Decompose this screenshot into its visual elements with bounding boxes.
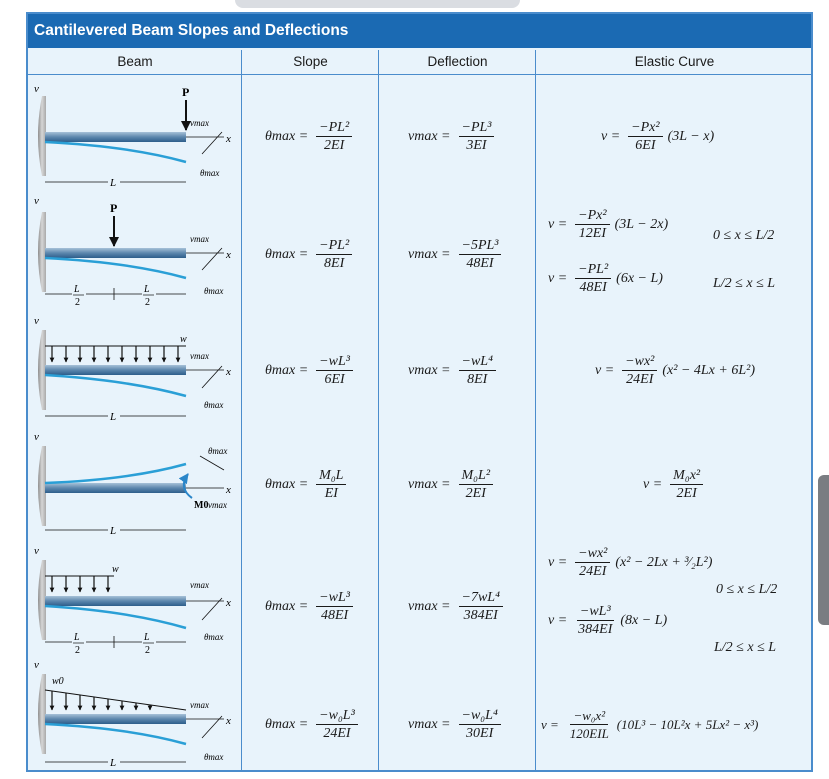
numerator: −wL⁴ [459, 354, 496, 371]
x-label: x [226, 484, 231, 496]
tangent-line [202, 366, 222, 388]
numerator: −Px² [628, 120, 662, 137]
tangent-line [202, 132, 222, 154]
window-top-bar [235, 0, 520, 8]
curve-lhs: v = [548, 612, 568, 628]
numerator: −wx² [575, 546, 610, 563]
elastic-curve-formula [548, 262, 663, 295]
elastic-curve [45, 258, 186, 278]
deflection-lhs: vmax = [408, 598, 451, 614]
elastic-curve [45, 375, 186, 396]
v-axis-label: v [34, 659, 39, 671]
vmax-label: vmax [190, 351, 209, 361]
fraction [459, 354, 496, 387]
beam-diagram-uniform-load [28, 310, 240, 426]
fraction [316, 468, 346, 501]
fraction [575, 604, 615, 637]
fraction [316, 120, 352, 153]
curve-lhs: v = [548, 554, 568, 570]
beam-diagram-half-uniform-load [28, 542, 240, 658]
numerator: −w₀x² [570, 708, 608, 725]
x-label: x [226, 133, 231, 145]
load-label: P [110, 201, 118, 215]
slope-lhs: θmax = [265, 476, 309, 492]
numerator: −PL² [316, 120, 352, 137]
slope-formula [265, 354, 356, 387]
header-beam: Beam [117, 54, 153, 69]
load-label: w0 [52, 676, 64, 687]
numerator: −wL³ [577, 604, 614, 621]
fraction [459, 590, 503, 623]
beam-body [45, 365, 186, 375]
fraction [670, 468, 703, 501]
slope-lhs: θmax = [265, 128, 309, 144]
numerator: −wL³ [316, 354, 353, 371]
deflection-lhs: vmax = [408, 128, 451, 144]
slope-formula [265, 238, 355, 271]
numerator: −PL² [316, 238, 352, 255]
numerator: −w₀L⁴ [459, 708, 501, 725]
length-label: L [110, 525, 117, 537]
deflection-formula [408, 354, 499, 387]
denominator: 384EI [463, 608, 498, 623]
fraction [628, 120, 662, 153]
numerator: −PL³ [459, 120, 495, 137]
denominator: 8EI [324, 256, 345, 271]
curve-tail: (3L − 2x) [614, 216, 669, 232]
numerator: −w₀L³ [316, 708, 358, 725]
distributed-load-arrows [52, 576, 108, 592]
theta-max-label: θmax [204, 400, 224, 410]
elastic-curve-formula [643, 468, 706, 501]
numerator: −wL³ [316, 590, 353, 607]
curve-lhs: v = [643, 476, 663, 492]
beam-diagram-point-load-end [28, 76, 240, 190]
fraction [575, 262, 611, 295]
denominator: 24EI [579, 564, 607, 579]
slope-formula [265, 708, 361, 741]
length-label: L [110, 177, 117, 189]
vmax-label: vmax [190, 234, 209, 244]
curve-tail: (6x − L) [616, 270, 663, 286]
denominator: 12EI [578, 226, 606, 241]
v-axis-label: v [34, 195, 39, 207]
header-divider [28, 74, 811, 75]
x-label: x [226, 715, 231, 727]
table-row [28, 658, 811, 772]
deflection-formula [408, 468, 496, 501]
curve-lhs: v = [541, 716, 559, 732]
denominator: EI [324, 486, 338, 501]
half-length-num: L [74, 284, 80, 295]
wall-support [38, 212, 46, 292]
curve-lhs: v = [548, 216, 568, 232]
half-length-den: 2 [145, 645, 150, 656]
denominator: 48EI [466, 256, 494, 271]
table-title: Cantilevered Beam Slopes and Deflections [28, 14, 811, 48]
side-scroll-tab[interactable] [818, 475, 829, 625]
beam-diagram-end-moment [28, 426, 240, 542]
vmax-label: vmax [208, 500, 227, 510]
v-axis-label: v [34, 431, 39, 443]
elastic-curve-formula [541, 708, 758, 741]
x-label: x [226, 597, 231, 609]
deflection-formula [408, 590, 506, 623]
vmax-label: vmax [190, 580, 209, 590]
deflection-lhs: vmax = [408, 362, 451, 378]
curve-lhs: v = [601, 128, 621, 144]
half-length-den: 2 [75, 297, 80, 308]
curve-lhs: v = [595, 362, 615, 378]
numerator: −PL² [575, 262, 611, 279]
deflection-lhs: vmax = [408, 246, 451, 262]
fraction [567, 708, 612, 741]
denominator: 6EI [324, 372, 345, 387]
slope-formula [265, 120, 355, 153]
denominator: 384EI [578, 622, 613, 637]
deflection-formula [408, 120, 497, 153]
slope-formula [265, 590, 356, 623]
numerator: M₀L [316, 468, 346, 485]
slope-lhs: θmax = [265, 598, 309, 614]
elastic-curve-formula [601, 120, 714, 153]
fraction [316, 354, 353, 387]
fraction [459, 708, 501, 741]
curve-tail: (8x − L) [620, 612, 668, 628]
denominator: 3EI [466, 138, 487, 153]
moment-label: M0 [194, 500, 209, 511]
load-label: P [182, 85, 190, 99]
elastic-curve [45, 464, 186, 483]
curve-range: 0 ≤ x ≤ L/2 [716, 582, 778, 597]
slope-formula [265, 468, 349, 501]
curve-tail: (3L − x) [667, 128, 715, 144]
elastic-curve [45, 724, 186, 744]
beam-body [45, 714, 186, 724]
numerator: −Px² [575, 208, 609, 225]
denominator: 8EI [467, 372, 488, 387]
table-row [28, 310, 811, 426]
half-length-den: 2 [75, 645, 80, 656]
denominator: 2EI [676, 486, 697, 501]
theta-max-label: θmax [204, 286, 224, 296]
fraction [622, 354, 657, 387]
slope-lhs: θmax = [265, 246, 309, 262]
header-elastic-curve: Elastic Curve [634, 54, 715, 69]
fraction [316, 590, 353, 623]
half-length-num: L [74, 632, 80, 643]
header-deflection: Deflection [427, 54, 488, 69]
denominator: 2EI [324, 138, 345, 153]
beam-body [45, 132, 186, 142]
deflection-lhs: vmax = [408, 716, 451, 732]
fraction [459, 238, 502, 271]
slope-lhs: θmax = [265, 362, 309, 378]
beam-body [45, 596, 186, 606]
table-row [28, 426, 811, 542]
curve-tail: (x² − 4Lx + 6L²) [662, 362, 755, 378]
half-length-den: 2 [145, 297, 150, 308]
v-axis-label: v [34, 83, 39, 95]
wall-support [38, 330, 46, 410]
numerator: M₀x² [670, 468, 703, 485]
theta-max-label: θmax [204, 752, 224, 762]
tangent-line [200, 456, 224, 470]
deflection-formula [408, 708, 504, 741]
fraction [575, 208, 609, 241]
fraction [459, 120, 495, 153]
curve-range: L/2 ≤ x ≤ L [713, 276, 776, 291]
beam-diagram-triangular-load [28, 658, 240, 772]
theta-max-label: θmax [200, 168, 220, 178]
v-axis-label: v [34, 545, 39, 557]
numerator: −7wL⁴ [459, 590, 503, 607]
table-row [28, 542, 811, 658]
curve-tail: (x² − 2Lx + ³⁄₂L²) [615, 554, 713, 570]
length-label: L [110, 757, 117, 769]
fraction [316, 238, 352, 271]
denominator: 24EI [626, 372, 654, 387]
wall-support [38, 446, 46, 526]
beam-body [45, 483, 186, 493]
table-row [28, 76, 811, 190]
theta-max-label: θmax [204, 632, 224, 642]
half-length-num: L [144, 284, 150, 295]
beam-table [26, 12, 813, 772]
curve-tail: (10L³ − 10L²x + 5Lx² − x³) [616, 716, 759, 732]
denominator: 6EI [635, 138, 656, 153]
load-label: w [180, 334, 187, 345]
denominator: 24EI [323, 726, 351, 741]
curve-range: 0 ≤ x ≤ L/2 [713, 228, 775, 243]
fraction [316, 708, 358, 741]
vmax-label: vmax [190, 700, 209, 710]
table-row [28, 190, 811, 310]
elastic-curve [45, 606, 186, 628]
load-label: w [112, 564, 119, 575]
fraction [575, 546, 610, 579]
numerator: M₀L² [459, 468, 494, 485]
header-slope: Slope [293, 54, 328, 69]
numerator: −5PL³ [459, 238, 502, 255]
vmax-label: vmax [190, 118, 209, 128]
denominator: 48EI [579, 280, 607, 295]
curve-range: L/2 ≤ x ≤ L [714, 640, 777, 655]
theta-max-label: θmax [208, 446, 228, 456]
elastic-curve [45, 142, 186, 162]
elastic-curve-formula [548, 546, 712, 579]
denominator: 2EI [465, 486, 486, 501]
wall-support [38, 96, 46, 176]
length-label: L [110, 411, 117, 423]
deflection-formula [408, 238, 504, 271]
denominator: 120EIL [569, 726, 609, 741]
distributed-load-arrows [52, 346, 178, 362]
fraction [459, 468, 494, 501]
wall-support [38, 560, 46, 640]
half-length-num: L [144, 632, 150, 643]
denominator: 30EI [466, 726, 494, 741]
x-label: x [226, 366, 231, 378]
elastic-curve-formula [548, 604, 667, 637]
beam-diagram-point-load-mid [28, 190, 240, 310]
curve-lhs: v = [548, 270, 568, 286]
tangent-line [202, 248, 222, 270]
elastic-curve-formula [548, 208, 668, 241]
elastic-curve-formula [595, 354, 755, 387]
v-axis-label: v [34, 315, 39, 327]
beam-body [45, 248, 186, 258]
slope-lhs: θmax = [265, 716, 309, 732]
wall-support [38, 674, 46, 754]
denominator: 48EI [320, 608, 349, 623]
x-label: x [226, 249, 231, 261]
deflection-lhs: vmax = [408, 476, 451, 492]
numerator: −wx² [622, 354, 657, 371]
distributed-load-arrows [52, 691, 150, 710]
